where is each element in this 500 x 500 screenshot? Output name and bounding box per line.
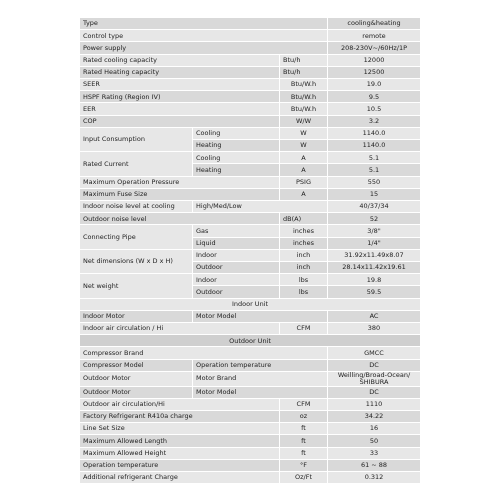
spec-cell: Btu/h bbox=[280, 66, 328, 78]
spec-label: Factory Refrigerant R410a charge bbox=[80, 410, 280, 422]
spec-cell: CFM bbox=[280, 323, 328, 335]
spec-cell: Motor Model bbox=[193, 386, 328, 398]
spec-cell: 1140.0 bbox=[328, 140, 421, 152]
spec-cell: A bbox=[280, 188, 328, 200]
section-header: Outdoor Unit bbox=[80, 335, 421, 347]
spec-cell: 50 bbox=[328, 435, 421, 447]
spec-row bbox=[80, 359, 421, 371]
spec-row bbox=[80, 225, 421, 237]
spec-label: Net dimensions (W x D x H) bbox=[80, 249, 193, 273]
spec-cell: DC bbox=[328, 359, 421, 371]
spec-label: Outdoor bbox=[193, 286, 280, 298]
spec-cell: ft bbox=[280, 435, 328, 447]
spec-cell: 28.14x11.42x19.61 bbox=[328, 262, 421, 274]
spec-row bbox=[80, 471, 421, 483]
spec-label: Line Set Size bbox=[80, 423, 280, 435]
spec-cell: A bbox=[280, 164, 328, 176]
spec-row bbox=[80, 18, 421, 30]
spec-row bbox=[80, 371, 421, 386]
spec-row bbox=[80, 30, 421, 42]
spec-row bbox=[80, 54, 421, 66]
spec-cell: 12000 bbox=[328, 54, 421, 66]
spec-row bbox=[80, 152, 421, 164]
spec-cell: 5.1 bbox=[328, 164, 421, 176]
spec-row bbox=[80, 323, 421, 335]
spec-cell: W bbox=[280, 127, 328, 139]
spec-label: Heating bbox=[193, 140, 280, 152]
section-header: Indoor Unit bbox=[80, 298, 421, 310]
spec-cell: GMCC bbox=[328, 347, 421, 359]
spec-cell: 19.8 bbox=[328, 274, 421, 286]
spec-cell: 16 bbox=[328, 423, 421, 435]
spec-cell: 1110 bbox=[328, 398, 421, 410]
spec-row bbox=[80, 447, 421, 459]
spec-row bbox=[80, 410, 421, 422]
spec-cell: High/Med/Low bbox=[193, 201, 328, 213]
spec-cell: inches bbox=[280, 225, 328, 237]
spec-label: Maximum Fuse Size bbox=[80, 188, 280, 200]
spec-cell: Btu/W.h bbox=[280, 91, 328, 103]
spec-cell: ft bbox=[280, 447, 328, 459]
spec-cell: AC bbox=[328, 310, 421, 322]
spec-table-body bbox=[80, 18, 421, 484]
spec-cell: W/W bbox=[280, 115, 328, 127]
spec-cell: lbs bbox=[280, 274, 328, 286]
spec-label: Connecting Pipe bbox=[80, 225, 193, 249]
spec-cell: Indoor bbox=[193, 249, 280, 261]
spec-cell: A bbox=[280, 152, 328, 164]
spec-label: Net weight bbox=[80, 274, 193, 298]
spec-label: Rated Current bbox=[80, 152, 193, 176]
spec-cell: 1140.0 bbox=[328, 127, 421, 139]
spec-label: Liquid bbox=[193, 237, 280, 249]
spec-cell: 5.1 bbox=[328, 152, 421, 164]
spec-row bbox=[80, 201, 421, 213]
spec-row bbox=[80, 310, 421, 322]
spec-cell: 31.92x11.49x8.07 bbox=[328, 249, 421, 261]
spec-cell: lbs bbox=[280, 286, 328, 298]
spec-cell: Gas bbox=[193, 225, 280, 237]
spec-label: HSPF Rating (Region IV) bbox=[80, 91, 280, 103]
spec-cell: Motor Model bbox=[193, 310, 328, 322]
spec-cell: 550 bbox=[328, 176, 421, 188]
spec-cell: 40/37/34 bbox=[328, 201, 421, 213]
spec-label: Input Consumption bbox=[80, 127, 193, 151]
spec-cell: Weilling/Broad-Ocean/ SHIBURA bbox=[328, 371, 421, 386]
spec-row bbox=[80, 188, 421, 200]
spec-cell: inches bbox=[280, 237, 328, 249]
spec-row bbox=[80, 423, 421, 435]
spec-label: Outdoor air circulation/Hi bbox=[80, 398, 280, 410]
spec-row bbox=[80, 398, 421, 410]
spec-cell: 380 bbox=[328, 323, 421, 335]
spec-label: Outdoor bbox=[193, 262, 280, 274]
spec-label: Outdoor Motor bbox=[80, 371, 193, 386]
spec-label: Heating bbox=[193, 164, 280, 176]
spec-label: Compressor Brand bbox=[80, 347, 328, 359]
spec-cell: inch bbox=[280, 249, 328, 261]
spec-cell: 12500 bbox=[328, 66, 421, 78]
spec-cell: 19.0 bbox=[328, 79, 421, 91]
spec-row bbox=[80, 213, 421, 225]
spec-cell: W bbox=[280, 140, 328, 152]
spec-label: Maximum Operation Pressure bbox=[80, 176, 280, 188]
spec-cell: Indoor bbox=[193, 274, 280, 286]
spec-row bbox=[80, 91, 421, 103]
spec-cell: 9.5 bbox=[328, 91, 421, 103]
spec-cell: 34.22 bbox=[328, 410, 421, 422]
spec-label: Outdoor noise level bbox=[80, 213, 280, 225]
spec-cell: oz bbox=[280, 410, 328, 422]
spec-label: Indoor noise level at cooling bbox=[80, 201, 193, 213]
spec-cell: °F bbox=[280, 459, 328, 471]
spec-cell: ft bbox=[280, 423, 328, 435]
spec-label: Rated cooling capacity bbox=[80, 54, 280, 66]
spec-label: EER bbox=[80, 103, 280, 115]
spec-row bbox=[80, 459, 421, 471]
spec-cell: 1/4" bbox=[328, 237, 421, 249]
spec-cell: Motor Brand bbox=[193, 371, 328, 386]
spec-row bbox=[80, 335, 421, 347]
spec-label: Compressor Model bbox=[80, 359, 193, 371]
spec-cell: Operation temperature bbox=[193, 359, 328, 371]
spec-row bbox=[80, 66, 421, 78]
spec-cell: 52 bbox=[328, 213, 421, 225]
spec-row bbox=[80, 79, 421, 91]
spec-label: Outdoor Motor bbox=[80, 386, 193, 398]
spec-label: Indoor Motor bbox=[80, 310, 193, 322]
spec-row bbox=[80, 386, 421, 398]
spec-label: Power supply bbox=[80, 42, 328, 54]
spec-row bbox=[80, 103, 421, 115]
spec-cell: 0.312 bbox=[328, 471, 421, 483]
spec-cell: 33 bbox=[328, 447, 421, 459]
spec-cell: Cooling bbox=[193, 127, 280, 139]
spec-label: Control type bbox=[80, 30, 328, 42]
spec-cell: Btu/h bbox=[280, 54, 328, 66]
spec-cell: PSIG bbox=[280, 176, 328, 188]
spec-cell: 10.5 bbox=[328, 103, 421, 115]
spec-row bbox=[80, 249, 421, 261]
spec-row bbox=[80, 347, 421, 359]
spec-cell: 15 bbox=[328, 188, 421, 200]
spec-row bbox=[80, 115, 421, 127]
spec-table bbox=[79, 17, 421, 484]
spec-label: Rated Heating capacity bbox=[80, 66, 280, 78]
spec-cell: remote bbox=[328, 30, 421, 42]
spec-label: Indoor air circulation / Hi bbox=[80, 323, 280, 335]
spec-row bbox=[80, 42, 421, 54]
spec-cell: CFM bbox=[280, 398, 328, 410]
spec-cell: Oz/Ft bbox=[280, 471, 328, 483]
spec-cell: 3.2 bbox=[328, 115, 421, 127]
spec-cell: 208-230V~/60Hz/1P bbox=[328, 42, 421, 54]
spec-cell: cooling&heating bbox=[328, 18, 421, 30]
spec-cell: 59.5 bbox=[328, 286, 421, 298]
spec-cell: DC bbox=[328, 386, 421, 398]
spec-label: Operation temperature bbox=[80, 459, 280, 471]
spec-row bbox=[80, 274, 421, 286]
spec-row bbox=[80, 176, 421, 188]
spec-row bbox=[80, 127, 421, 139]
spec-cell: 3/8" bbox=[328, 225, 421, 237]
spec-label: Type bbox=[80, 18, 328, 30]
spec-cell: dB(A) bbox=[280, 213, 328, 225]
spec-label: Maximum Allowed Length bbox=[80, 435, 280, 447]
spec-cell: 61 ~ 88 bbox=[328, 459, 421, 471]
spec-cell: Btu/W.h bbox=[280, 103, 328, 115]
spec-label: Additional refrigerant Charge bbox=[80, 471, 280, 483]
spec-row bbox=[80, 298, 421, 310]
spec-label: Maximum Allowed Height bbox=[80, 447, 280, 459]
spec-cell: inch bbox=[280, 262, 328, 274]
spec-row bbox=[80, 435, 421, 447]
spec-cell: Btu/W.h bbox=[280, 79, 328, 91]
spec-label: SEER bbox=[80, 79, 280, 91]
spec-label: COP bbox=[80, 115, 280, 127]
spec-cell: Cooling bbox=[193, 152, 280, 164]
